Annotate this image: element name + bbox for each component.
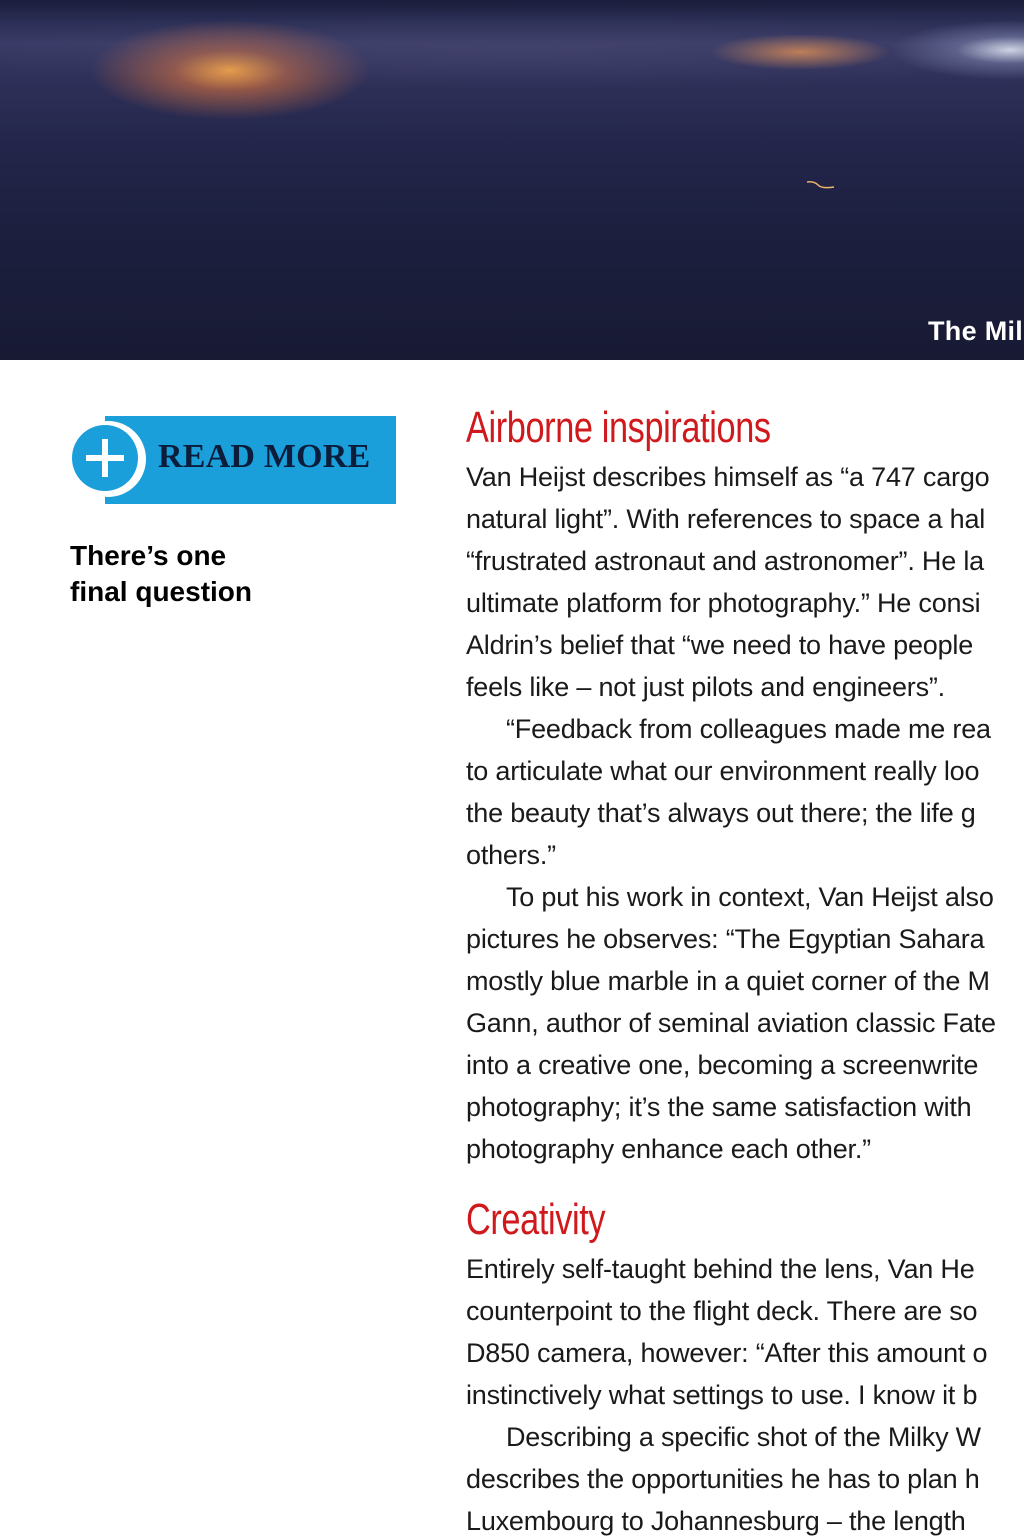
body-text-line: Entirely self-taught behind the lens, Van He	[466, 1254, 975, 1284]
body-text-line: instinctively what settings to use. I know it b	[466, 1380, 978, 1410]
body-text-line: “frustrated astronaut and astronomer”. He la	[466, 546, 984, 576]
light-streak	[806, 180, 836, 190]
body-text-line: Gann, author of seminal aviation classic Fate	[466, 1008, 996, 1038]
section-heading: Airborne inspirations	[466, 403, 771, 452]
body-text-line: mostly blue marble in a quiet corner of the M	[466, 966, 990, 996]
teaser-text	[70, 538, 410, 610]
body-text-line: To put his work in context, Van Heijst also	[506, 882, 994, 912]
article-column	[466, 400, 1024, 1536]
photo-caption: The Mil	[928, 316, 1024, 346]
body-text-line: the beauty that’s always out there; the life g	[466, 798, 976, 828]
body-text-line: D850 camera, however: “After this amount o	[466, 1338, 988, 1368]
body-text-line: to articulate what our environment really loo	[466, 756, 980, 786]
body-text-line: “Feedback from colleagues made me rea	[506, 714, 991, 744]
body-text-line: Aldrin’s belief that “we need to have people	[466, 630, 974, 660]
section-heading: Creativity	[466, 1195, 606, 1244]
body-text-line: others.”	[466, 840, 556, 870]
body-text-line: natural light”. With references to space a hal	[466, 504, 986, 534]
body-text-line: ultimate platform for photography.” He consi	[466, 588, 981, 618]
body-text-line: photography; it’s the same satisfaction with	[466, 1092, 972, 1122]
body-text-line: Van Heijst describes himself as “a 747 cargo	[466, 462, 990, 492]
body-text-line: feels like – not just pilots and engineers”.	[466, 672, 945, 702]
plus-icon	[84, 437, 126, 479]
body-text-line: photography enhance each other.”	[466, 1134, 871, 1164]
teaser-line: There’s one	[70, 540, 227, 571]
cloud-layer	[0, 10, 1024, 90]
body-text-line: Describing a specific shot of the Milky W	[506, 1422, 981, 1452]
body-text-line: describes the opportunities he has to plan h	[466, 1464, 980, 1494]
body-text-line: counterpoint to the flight deck. There are so	[466, 1296, 978, 1326]
body-text-line: Luxembourg to Johannesburg – the length	[466, 1506, 966, 1536]
body-text-line: into a creative one, becoming a screenwrite	[466, 1050, 979, 1080]
section-gap	[466, 1170, 1024, 1192]
hero-photo	[0, 0, 1024, 360]
read-more-label: READ MORE	[158, 438, 371, 475]
teaser-line: final question	[70, 576, 252, 607]
article-body	[466, 400, 1024, 1536]
body-text-line: pictures he observes: “The Egyptian Sahara	[466, 924, 985, 954]
read-more-button[interactable]	[70, 416, 396, 504]
